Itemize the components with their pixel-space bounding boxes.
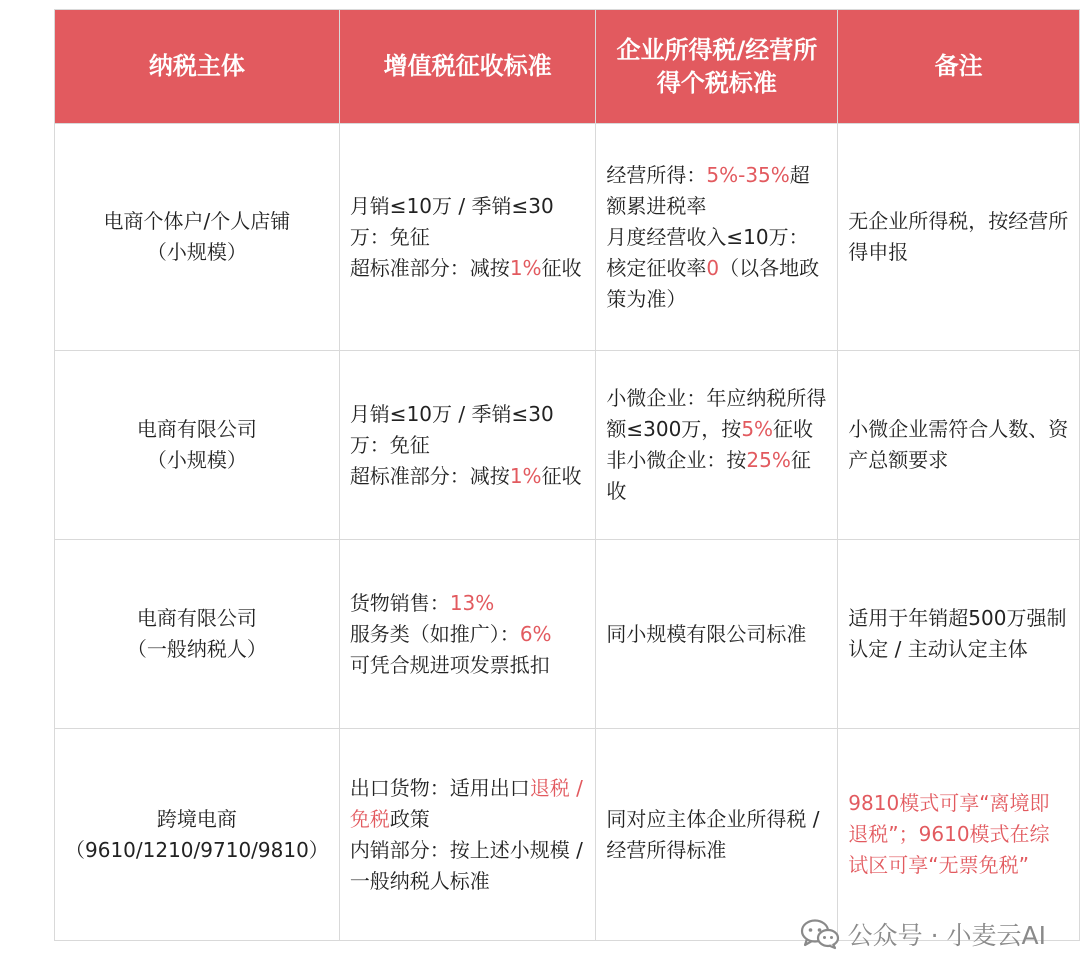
- vat-line: 月销≤10万 / 季销≤30万：免征: [349, 193, 554, 249]
- vat-line: 服务类（如推广）：6%: [349, 621, 552, 646]
- subject-line: （一般纳税人）: [126, 637, 267, 661]
- subject-line: 电商个体户/个人店铺: [103, 209, 291, 233]
- vat-line: 超标准部分：减按1%征收: [349, 255, 582, 280]
- highlight-value: 1%: [509, 463, 542, 488]
- note-cell: [838, 124, 1080, 351]
- highlight-value: 25%: [746, 448, 791, 472]
- note-text: 小微企业需符合人数、资产总额要求: [848, 417, 1069, 472]
- table-body: [55, 124, 1080, 941]
- table-row: [55, 124, 1080, 351]
- highlight-value: 13%: [449, 590, 495, 615]
- wechat-icon: [800, 918, 840, 950]
- table-row: [55, 540, 1080, 729]
- highlight-value: 6%: [519, 621, 552, 646]
- vat-cell: [339, 351, 596, 540]
- income-tax-line: 同小规模有限公司标准: [606, 621, 807, 646]
- income-tax-cell: [596, 729, 838, 941]
- header-subject: 纳税主体: [55, 10, 340, 124]
- header-vat: 增值税征收标准: [339, 10, 596, 124]
- subject-line: （9610/1210/9710/9810）: [65, 837, 329, 862]
- highlight-value: 0: [706, 255, 720, 280]
- income-tax-line: 月度经营收入≤10万：核定征收率0（以各地政策为准）: [606, 224, 820, 311]
- subject-cell: [55, 351, 340, 540]
- subject-line: 跨境电商: [156, 806, 237, 831]
- note-cell: [838, 351, 1080, 540]
- table-row: [55, 729, 1080, 941]
- subject-cell: [55, 124, 340, 351]
- subject-cell: [55, 729, 340, 941]
- income-tax-cell: [596, 540, 838, 729]
- income-tax-line: 经营所得：5%-35%超额累进税率: [606, 162, 810, 218]
- watermark-text: 公众号 · 小麦云AI: [847, 921, 1046, 950]
- highlight-value: 5%: [741, 417, 774, 441]
- note-cell: [838, 729, 1080, 941]
- highlight-value: 退税 / 免税: [349, 775, 583, 831]
- vat-line: 内销部分：按上述小规模 / 一般纳税人标准: [349, 837, 583, 893]
- table-row: [55, 351, 1080, 540]
- table-header-row: [55, 10, 1080, 124]
- watermark: [800, 916, 1046, 952]
- vat-cell: [339, 540, 596, 729]
- income-tax-cell: [596, 124, 838, 351]
- vat-line: 可凭合规进项发票抵扣: [349, 652, 550, 677]
- note-text: 适用于年销超500万强制认定 / 主动认定主体: [848, 606, 1067, 661]
- highlight-value: 5%-35%: [706, 162, 790, 187]
- subject-line: （小规模）: [146, 448, 247, 472]
- header-income-tax: 企业所得税/经营所得个税标准: [596, 10, 838, 124]
- note-text: 9810模式可享“离境即退税”；9610模式在综试区可享“无票免税”: [848, 791, 1050, 877]
- vat-line: 货物销售：13%: [349, 590, 495, 615]
- subject-line: （小规模）: [146, 240, 247, 264]
- tax-standards-table: [54, 9, 1080, 941]
- income-tax-cell: [596, 351, 838, 540]
- vat-line: 出口货物：适用出口退税 / 免税政策: [349, 775, 583, 831]
- subject-cell: [55, 540, 340, 729]
- note-text: 无企业所得税，按经营所得申报: [848, 209, 1069, 264]
- vat-line: 超标准部分：减按1%征收: [349, 463, 582, 488]
- vat-line: 月销≤10万 / 季销≤30万：免征: [349, 401, 554, 457]
- subject-line: 电商有限公司: [136, 606, 257, 630]
- vat-cell: [339, 124, 596, 351]
- income-tax-line: 非小微企业：按25%征收: [606, 448, 811, 503]
- vat-cell: [339, 729, 596, 941]
- note-cell: [838, 540, 1080, 729]
- subject-line: 电商有限公司: [136, 417, 257, 441]
- header-note: 备注: [838, 10, 1080, 124]
- income-tax-line: 同对应主体企业所得税 / 经营所得标准: [606, 806, 820, 862]
- income-tax-line: 小微企业：年应纳税所得额≤300万，按5%征收: [606, 386, 827, 441]
- highlight-value: 1%: [509, 255, 542, 280]
